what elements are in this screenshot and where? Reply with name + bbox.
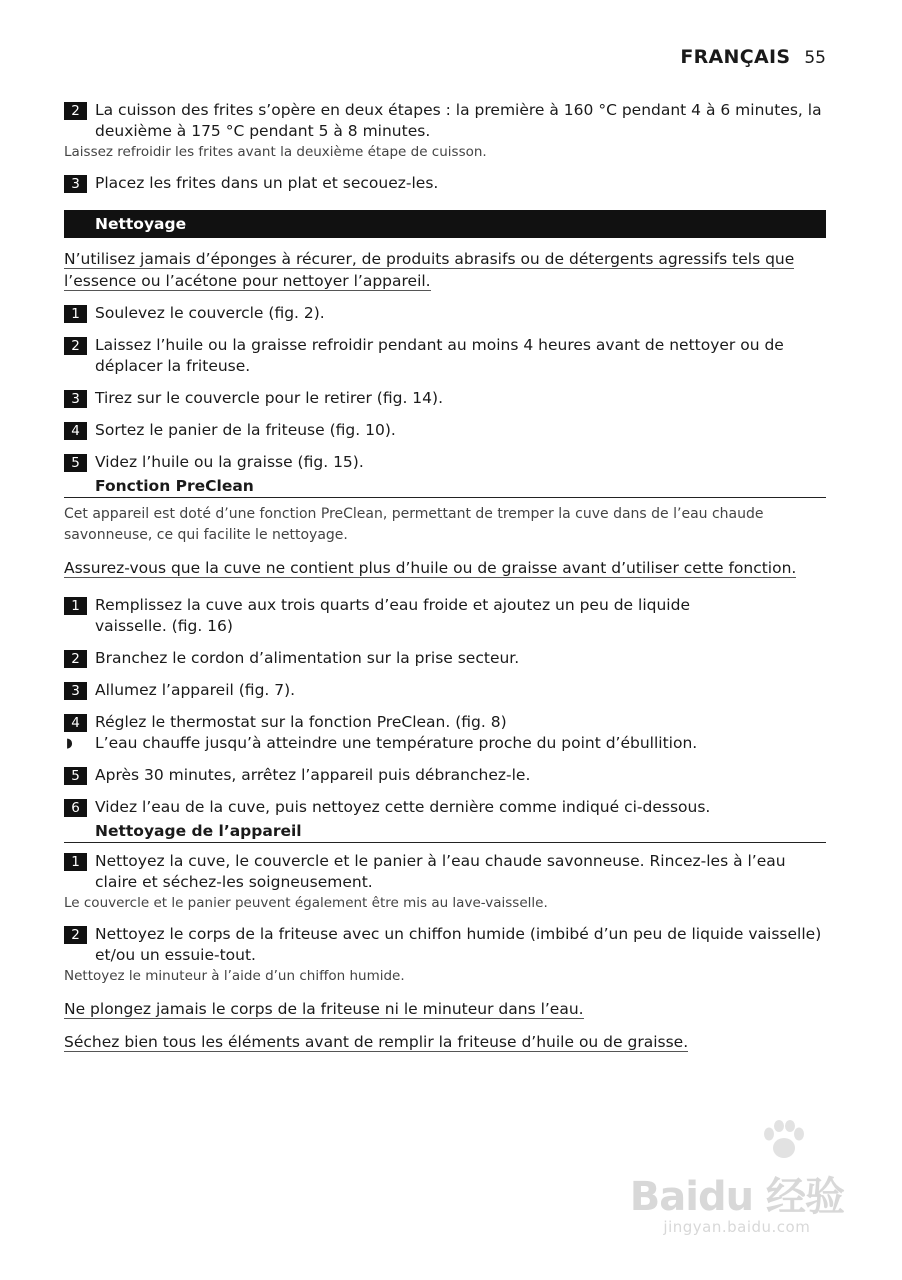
step-item: [64, 765, 826, 786]
warning-text: Ne plongez jamais le corps de la friteuse ni le minuteur dans l’eau.: [64, 1000, 584, 1018]
step-text: Placez les frites dans un plat et secouez-les.: [95, 174, 439, 192]
step-number: 2: [64, 650, 87, 668]
step-text: Branchez le cordon d’alimentation sur la prise secteur.: [95, 649, 520, 667]
step-text: Nettoyez le corps de la friteuse avec un chiffon humide (imbibé d’un peu de liquide vaisselle) et/ou un essuie-tout.: [95, 925, 822, 964]
section-banner-nettoyage: Nettoyage: [64, 210, 826, 238]
step-number: 1: [64, 597, 87, 615]
page-content: [64, 100, 826, 1064]
page-number: 55: [804, 48, 826, 68]
step-item: [64, 680, 826, 701]
step-number: 3: [64, 682, 87, 700]
step-number: 4: [64, 422, 87, 440]
step-number: 3: [64, 390, 87, 408]
language-label: FRANÇAIS: [680, 46, 791, 68]
step-item: [64, 303, 826, 324]
step-number: 2: [64, 102, 87, 120]
step-text: Videz l’huile ou la graisse (fig. 15).: [95, 453, 364, 471]
step-item: [64, 100, 826, 142]
step-item: [64, 452, 826, 473]
step-text: Sortez le panier de la friteuse (fig. 10).: [95, 421, 396, 439]
step-number: 4: [64, 714, 87, 732]
step-item: [64, 173, 826, 194]
warning-text: Séchez bien tous les éléments avant de remplir la friteuse d’huile ou de graisse.: [64, 1033, 689, 1051]
step-item: [64, 388, 826, 409]
step-number: 1: [64, 305, 87, 323]
step-item: [64, 851, 826, 893]
step-item: [64, 797, 826, 818]
preclean-warning: [64, 557, 826, 579]
step-number: 3: [64, 175, 87, 193]
step-number: 5: [64, 454, 87, 472]
baidu-paw-icon: [760, 1120, 806, 1164]
step-text: La cuisson des frites s’opère en deux étapes : la première à 160 °C pendant 4 à 6 minutes, la deuxième à 175 °C pendant 5 à 8 minutes.: [95, 101, 822, 140]
step-text: Après 30 minutes, arrêtez l’appareil puis débranchez-le.: [95, 766, 531, 784]
step-text: Tirez sur le couvercle pour le retirer (fig. 14).: [95, 389, 443, 407]
step-result: [64, 733, 826, 754]
result-arrow-icon: ◗: [66, 736, 73, 751]
step-number: 2: [64, 337, 87, 355]
step-number: 6: [64, 799, 87, 817]
page-header: [680, 46, 826, 68]
subsection-title-preclean: Fonction PreClean: [64, 475, 826, 498]
step-text: Videz l’eau de la cuve, puis nettoyez cette dernière comme indiqué ci-dessous.: [95, 798, 711, 816]
step-text: Réglez le thermostat sur la fonction PreClean. (fig. 8): [95, 713, 507, 731]
appliance-warning-1: [64, 998, 826, 1020]
step-item: [64, 712, 826, 733]
step-number: 2: [64, 926, 87, 944]
step-text: Laissez l’huile ou la graisse refroidir pendant au moins 4 heures avant de nettoyer ou de déplacer la friteuse.: [95, 336, 784, 375]
appliance-warning-2: [64, 1031, 826, 1053]
watermark-logo: Baidu 经验: [629, 1174, 844, 1220]
step-note: Laissez refroidir les frites avant la deuxième étape de cuisson.: [64, 144, 487, 160]
step-text: Allumez l’appareil (fig. 7).: [95, 681, 296, 699]
warning-text: Assurez-vous que la cuve ne contient plus d’huile ou de graisse avant d’utiliser cette fonction.: [64, 559, 797, 577]
step-number: 5: [64, 767, 87, 785]
baidu-watermark: [630, 1165, 844, 1236]
step-item: [64, 595, 826, 637]
step-text: Nettoyez la cuve, le couvercle et le panier à l’eau chaude savonneuse. Rincez-les à l’eau claire et séchez-les soigneusement.: [95, 852, 786, 891]
step-note: Le couvercle et le panier peuvent également être mis au lave-vaisselle.: [64, 895, 548, 911]
preclean-description: Cet appareil est doté d’une fonction PreClean, permettant de tremper la cuve dans de l’eau chaude savonneuse, ce qui facilite le nettoyage.: [64, 506, 764, 543]
result-text: L’eau chauffe jusqu’à atteindre une température proche du point d’ébullition.: [95, 734, 698, 752]
step-text: Remplissez la cuve aux trois quarts d’eau froide et ajoutez un peu de liquide vaisselle. (fig. 16): [95, 596, 690, 635]
step-item: [64, 648, 826, 669]
subsection-title-appliance: Nettoyage de l’appareil: [64, 820, 826, 843]
watermark-url: jingyan.baidu.com: [663, 1218, 811, 1236]
step-item: [64, 420, 826, 441]
step-number: 1: [64, 853, 87, 871]
step-text: Soulevez le couvercle (fig. 2).: [95, 304, 325, 322]
step-item: [64, 335, 826, 377]
step-item: [64, 924, 826, 966]
cleaning-warning: [64, 248, 826, 292]
step-note: Nettoyez le minuteur à l’aide d’un chiffon humide.: [64, 968, 405, 984]
warning-text: N’utilisez jamais d’éponges à récurer, de produits abrasifs ou de détergents agressifs tels que l’essence ou l’acétone pour nettoyer l’appareil.: [64, 250, 795, 290]
